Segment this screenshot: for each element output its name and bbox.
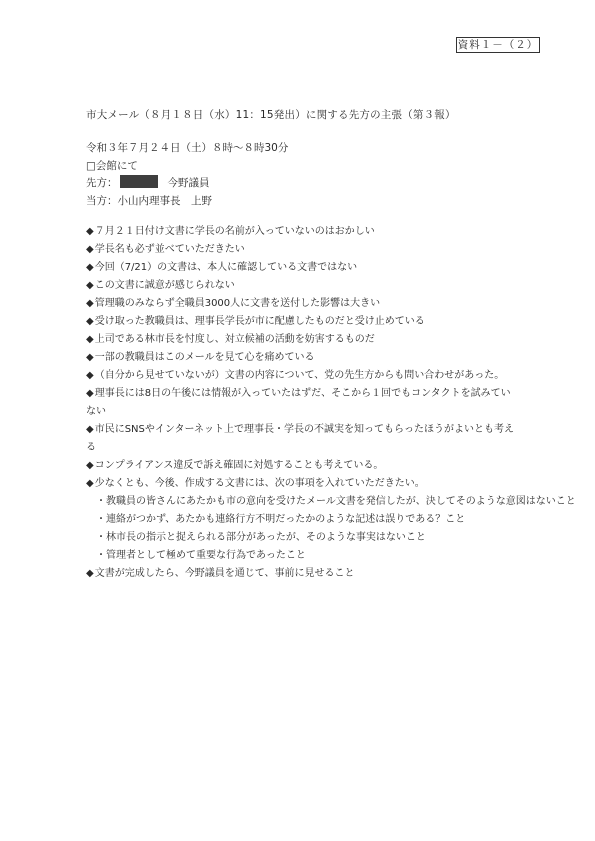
statement-text: 管理職のみならず全職員3000人に文書を送付した影響は大きい	[94, 298, 381, 309]
meeting-date: 令和３年７月２４日（土）８時～８時30分	[86, 142, 289, 154]
statement-text: コンプライアンス違反で訴え確固に対処することも考えている。	[94, 460, 384, 471]
statement-text: ７月２１日付け文書に学長の名前が入っていないのはおかしい	[94, 226, 375, 237]
diamond-bullet-icon: ◆	[86, 280, 94, 291]
diamond-bullet-icon: ◆	[86, 316, 94, 327]
diamond-bullet-icon: ◆	[86, 460, 94, 471]
other-party-name: 今野議員	[167, 177, 210, 189]
diamond-bullet-icon: ◆	[86, 334, 94, 345]
requested-items-list	[86, 493, 576, 565]
statement-text: 市民にSNSやインターネット上で理事長・学長の不誠実を知ってもらったほうがよいとも考える	[86, 424, 514, 453]
diamond-bullet-icon: ◆	[86, 244, 94, 255]
statement-item	[86, 385, 516, 421]
diamond-bullet-icon: ◆	[86, 352, 94, 363]
statement-text: 上司である林市長を忖度し、対立候補の活動を妨害するものだ	[94, 334, 375, 345]
other-party-label: 先方：	[86, 177, 118, 189]
statement-text: 理事長には8日の午後には情報が入っていたはずだ、そこから１回でもコンタクトを試みていない	[86, 388, 511, 417]
document-id-box: 資料１－（２）	[457, 39, 539, 51]
statement-item	[86, 241, 516, 259]
requested-item: ・連絡がつかず、あたかも連絡行方不明だったかのような記述は誤りである？こと	[96, 514, 466, 525]
statement-text: 受け取った教職員は、理事長学長が市に配慮したものだと受け止めている	[94, 316, 425, 327]
other-party-line	[86, 175, 210, 190]
statement-item	[86, 565, 516, 583]
statement-item	[86, 259, 516, 277]
requested-item: ・教職員の皆さんにあたかも市の意向を受けたメール文書を発信したが、決してそのような意図はないこと	[96, 496, 576, 507]
our-party-line: 当方：小山内理事長 上野	[86, 195, 212, 207]
statement-item	[86, 475, 576, 565]
meeting-place: □会館にて	[86, 160, 138, 172]
statement-text: この文書に誠意が感じられない	[94, 280, 235, 291]
statement-item	[86, 223, 516, 241]
statement-text: 今回（7/21）の文書は、本人に確認している文書ではない	[94, 262, 358, 273]
statement-item	[86, 367, 516, 385]
diamond-bullet-icon: ◆	[86, 388, 94, 399]
diamond-bullet-icon: ◆	[86, 568, 94, 579]
statement-item	[86, 349, 516, 367]
diamond-bullet-icon: ◆	[86, 298, 94, 309]
diamond-bullet-icon: ◆	[86, 370, 94, 381]
statement-item	[86, 421, 516, 457]
diamond-bullet-icon: ◆	[86, 262, 94, 273]
statement-text: 学長名も必ず並べていただきたい	[94, 244, 245, 255]
statement-item	[86, 277, 516, 295]
statement-text: （自分から見せていないが）文書の内容について、党の先生方からも問い合わせがあった。	[94, 370, 505, 381]
statement-item	[86, 313, 516, 331]
document-title: 市大メール（８月１８日（水）11：15発出）に関する先方の主張（第３報）	[86, 109, 456, 121]
requested-item: ・管理者として極めて重要な行為であったこと	[96, 550, 306, 561]
requested-item: ・林市長の指示と捉えられる部分があったが、そのような事実はないこと	[96, 532, 426, 543]
redaction-block	[120, 175, 158, 188]
diamond-bullet-icon: ◆	[86, 424, 94, 435]
statement-list	[86, 223, 576, 583]
statement-item	[86, 295, 516, 313]
statement-text: 少なくとも、今後、作成する文書には、次の事項を入れていただきたい。	[94, 478, 425, 489]
statement-text: 一部の教職員はこのメールを見て心を痛めている	[94, 352, 315, 363]
diamond-bullet-icon: ◆	[86, 226, 94, 237]
diamond-bullet-icon: ◆	[86, 478, 94, 489]
statement-item	[86, 331, 516, 349]
statement-text: 文書が完成したら、今野議員を通じて、事前に見せること	[94, 568, 355, 579]
statement-item	[86, 457, 516, 475]
